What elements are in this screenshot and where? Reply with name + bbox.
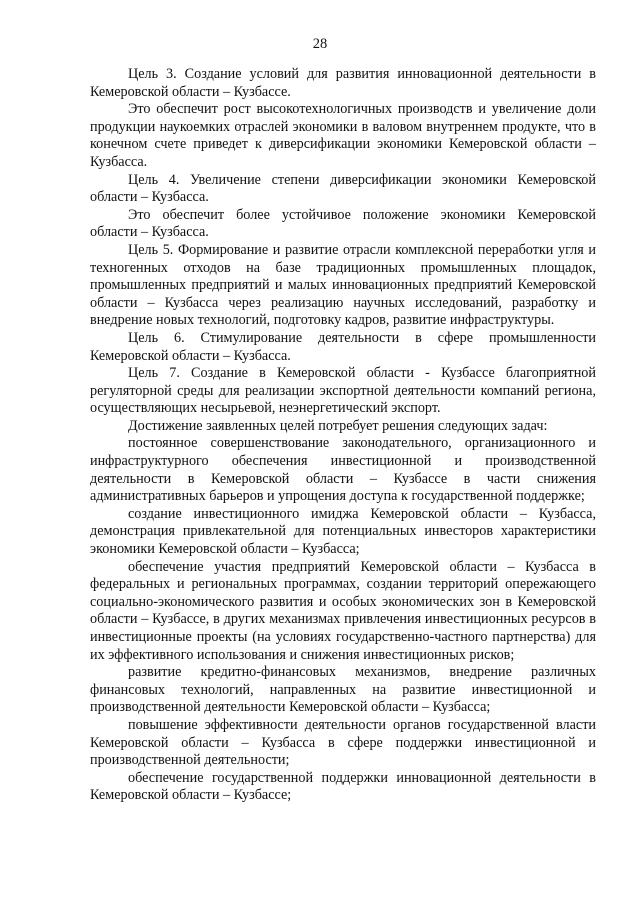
document-body <box>90 66 596 805</box>
page-number: 28 <box>312 36 328 52</box>
paragraph-goal-4-effect: Это обеспечит более устойчивое положение экономики Кемеровской области – Кузбасса. <box>90 206 596 241</box>
task-item-authorities-efficiency: повышение эффективности деятельности органов государственной власти Кемеровской области – Кузбасса в сфере поддержки инвестиционной и производственной деятельности; <box>90 716 596 769</box>
paragraph-goal-3-effect: Это обеспечит рост высокотехнологичных производств и увеличение доли продукции наукоемких отраслей экономики в валовом внутреннем продукте, что в конечном счете приведет к диверсификации экономики Кемеровской области – Кузбасса. <box>90 101 596 170</box>
task-item-legislation: постоянное совершенствование законодательного, организационного и инфраструктурного обеспечения инвестиционной и производственной деятельности в Кемеровской области – Кузбассе в части снижения административных барьеров и упрощения доступа к государственной поддержке; <box>90 435 596 505</box>
paragraph-tasks-intro: Достижение заявленных целей потребует решения следующих задач: <box>128 417 548 434</box>
paragraph-goal-6: Цель 6. Стимулирование деятельности в сфере промышленности Кемеровской области – Кузбасса. <box>90 329 596 364</box>
paragraph-goal-4: Цель 4. Увеличение степени диверсификации экономики Кемеровской области – Кузбасса. <box>90 171 596 206</box>
paragraph-goal-5: Цель 5. Формирование и развитие отрасли комплексной переработки угля и техногенных отходов на базе традиционных промышленных площадок, промышленных предприятий и малых инновационных предприятий Кемеровской области – Кузбасса через реализацию научных исследований, разработку и внедрение новых технологий, подготовку кадров, развитие инфраструктуры. <box>90 241 596 329</box>
task-item-programs-participation: обеспечение участия предприятий Кемеровской области – Кузбасса в федеральных и региональных программах, создании территорий опережающего социально-экономического развития и особых экономических зон в Кемеровской области – Кузбассе, в других механизмах привлечения инвестиционных ресурсов в инвестиционные проекты (на условиях государственно-частного партнерства) для их эффективного использования и снижения инвестиционных рисков; <box>90 558 596 663</box>
paragraph-goal-3: Цель 3. Создание условий для развития инновационной деятельности в Кемеровской области – Кузбассе. <box>90 66 596 100</box>
task-item-innovation-support: обеспечение государственной поддержки инновационной деятельности в Кемеровской области – Кузбассе; <box>90 769 596 804</box>
task-item-credit-financial: развитие кредитно-финансовых механизмов, внедрение различных финансовых технологий, направленных на развитие инвестиционной и производственной деятельности Кемеровской области – Кузбасса; <box>90 664 596 716</box>
task-item-investment-image: создание инвестиционного имиджа Кемеровской области – Кузбасса, демонстрация привлекательной для потенциальных инвесторов характеристики экономики Кемеровской области – Кузбасса; <box>90 505 596 558</box>
paragraph-goal-7: Цель 7. Создание в Кемеровской области - Кузбассе благоприятной регуляторной среды для реализации экспортной деятельности компаний региона, осуществляющих несырьевой, неэнергетический экспорт. <box>90 365 596 417</box>
